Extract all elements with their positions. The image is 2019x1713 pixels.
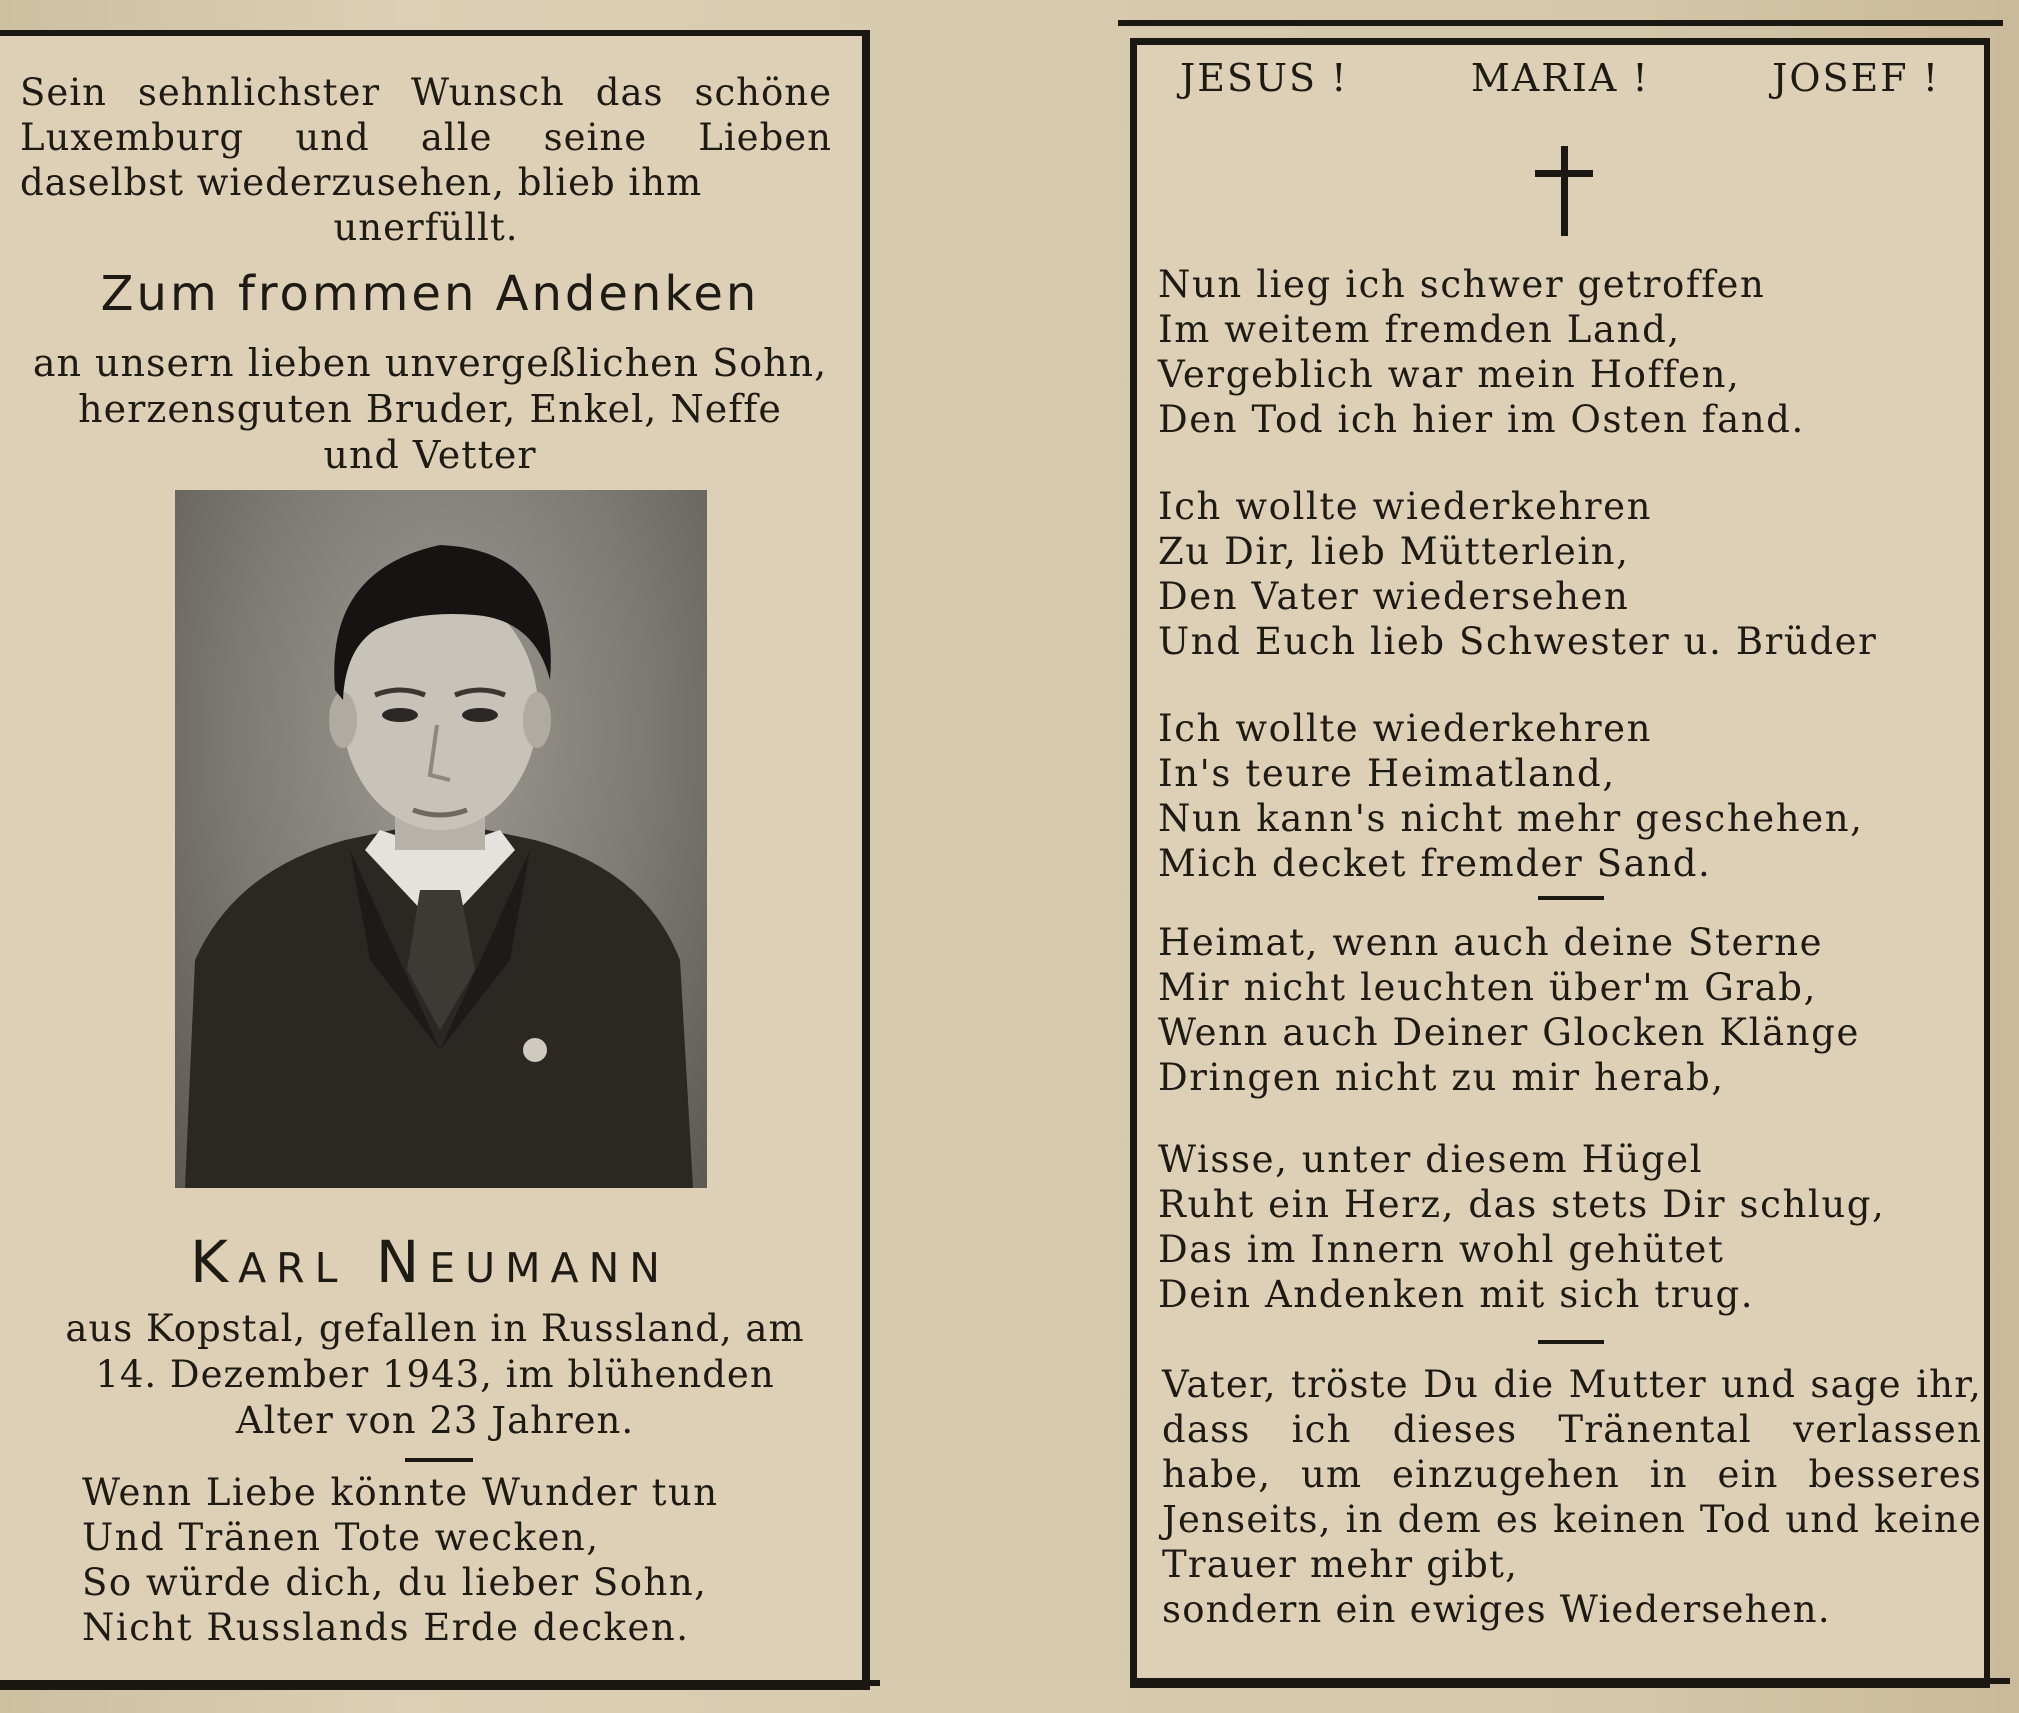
cross-icon [1535,146,1593,236]
verse-line: So würde dich, du lieber Sohn, [82,1561,708,1604]
stanza-line: Dein Andenken mit sich trug. [1158,1273,1755,1316]
stanza-line: Und Euch lieb Schwester u. Brüder [1158,620,1878,663]
stanza-line: Nun lieg ich schwer getroffen [1158,263,1766,306]
deceased-name: Karl Neumann [190,1228,670,1296]
closing-last-line: sondern ein ewiges Wiedersehen. [1162,1588,1831,1631]
stanza-line: Ruht ein Herz, das stets Dir schlug, [1158,1183,1886,1226]
divider-rule [405,1458,473,1462]
holy-name: JESUS ! [1180,56,1349,100]
stanza-line: Ich wollte wiederkehren [1158,485,1653,528]
holy-name: JOSEF ! [1772,56,1940,100]
stanza-line: Den Tod ich hier im Osten fand. [1158,398,1805,441]
intro-paragraph: Sein sehnlichster Wunsch das schöne Luxemburg und alle seine Lieben daselbst wiederzusehen, blieb ihm [20,71,832,204]
stanza-line: Im weitem fremden Land, [1158,308,1681,351]
intro-last-line: unerfüllt. [333,206,519,249]
stanza-line: Heimat, wenn auch deine Sterne [1158,921,1824,964]
stanza-1 [1158,262,1958,442]
details-line: Alter von 23 Jahren. [235,1399,635,1442]
dedication-line: herzensguten Bruder, Enkel, Neffe [78,387,782,431]
divider-rule [1538,896,1604,900]
divider-rule [1538,1340,1604,1344]
portrait-image [175,490,707,1188]
portrait-photo [175,490,707,1188]
verse-line: Und Tränen Tote wecken, [82,1516,600,1559]
stanza-line: Wisse, unter diesem Hügel [1158,1138,1704,1181]
intro-text [20,70,832,250]
stanza-line: Mir nicht leuchten über'm Grab, [1158,966,1817,1009]
verse-left [82,1470,822,1650]
details-line: aus Kopstal, gefallen in Russland, am [65,1307,805,1350]
verse-line: Wenn Liebe könnte Wunder tun [82,1471,719,1514]
death-details [20,1306,850,1444]
closing-paragraph [1162,1362,1982,1632]
stanza-line: Wenn auch Deiner Glocken Klänge [1158,1011,1860,1054]
bottom-rule-left [0,1680,880,1686]
stanza-line: Ich wollte wiederkehren [1158,707,1653,750]
details-line: 14. Dezember 1943, im blühenden [95,1353,775,1396]
stanza-line: Das im Innern wohl gehütet [1158,1228,1725,1271]
holy-name: MARIA ! [1470,56,1650,100]
stanza-line: Dringen nicht zu mir herab, [1158,1056,1725,1099]
stanza-line: Nun kann's nicht mehr geschehen, [1158,797,1864,840]
stanza-4 [1158,920,1958,1100]
top-rule-right [1118,20,2003,26]
stanza-line: Mich decket fremder Sand. [1158,842,1712,885]
stanza-5 [1158,1137,1958,1317]
holy-names-header [1180,56,1940,100]
bottom-rule-right [1130,1678,2010,1684]
stanza-3 [1158,706,1958,886]
memorial-heading: Zum frommen Andenken [100,266,760,322]
closing-text: Vater, tröste Du die Mutter und sage ihr, dass ich dieses Tränental verlassen habe, um einzugehen in ein besseres Jenseits, in dem es keinen Tod und keine Trauer mehr gibt, [1162,1363,1982,1586]
stanza-line: Den Vater wiedersehen [1158,575,1630,618]
stanza-line: In's teure Heimatland, [1158,752,1616,795]
stanza-line: Vergeblich war mein Hoffen, [1158,353,1741,396]
stanza-2 [1158,484,1958,664]
dedication [10,340,850,478]
verse-line: Nicht Russlands Erde decken. [82,1606,690,1649]
stanza-line: Zu Dir, lieb Mütterlein, [1158,530,1630,573]
dedication-line: an unsern lieben unvergeßlichen Sohn, [32,341,828,385]
dedication-line: und Vetter [323,433,537,477]
